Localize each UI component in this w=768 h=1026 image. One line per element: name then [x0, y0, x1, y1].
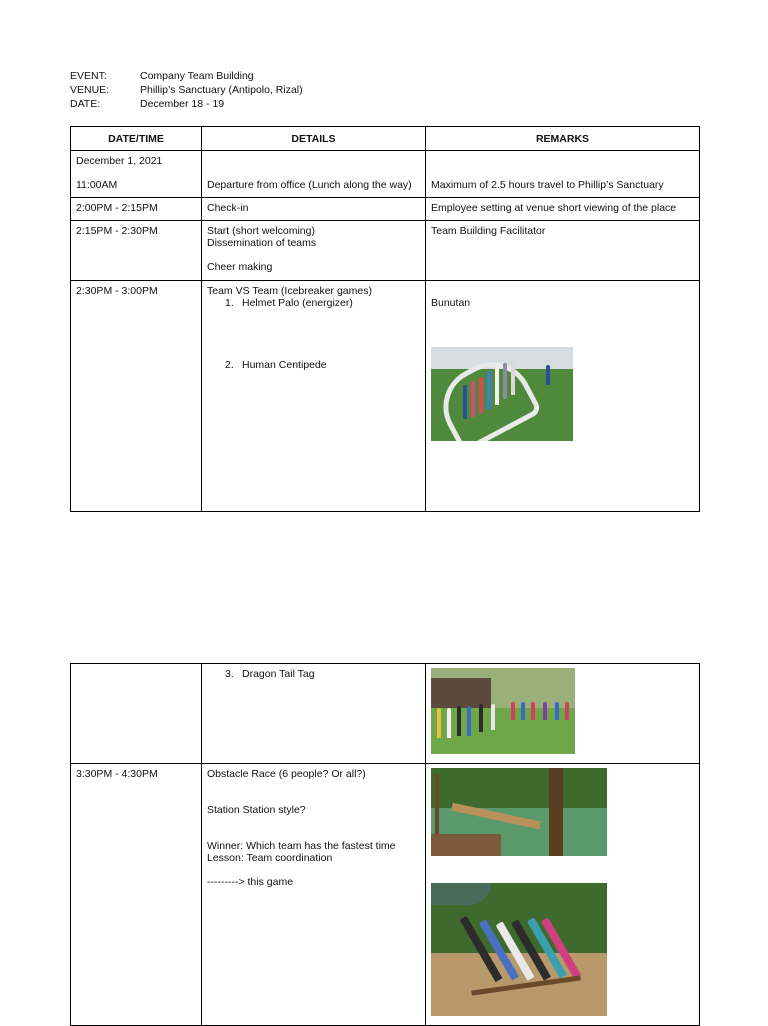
- details-cell: [202, 221, 426, 281]
- remarks-cell: Employee setting at venue short viewing of the place: [426, 198, 700, 221]
- date-text: December 1, 2021: [76, 155, 163, 167]
- datetime-cell: [71, 151, 202, 198]
- event-row: [70, 69, 303, 83]
- details-title: Team VS Team (Icebreaker games): [207, 285, 372, 297]
- table-row: [71, 151, 700, 198]
- human-centipede-photo: [431, 347, 573, 441]
- time-cell: [71, 664, 202, 764]
- table-row: [71, 281, 700, 512]
- venue-label: VENUE:: [70, 84, 110, 96]
- time-cell: 2:00PM - 2:15PM: [71, 198, 202, 221]
- details-line: Station Station style?: [207, 804, 306, 816]
- remarks-cell: [426, 664, 700, 764]
- details-text: Departure from office (Lunch along the way): [207, 179, 412, 191]
- remarks-cell: [426, 281, 700, 512]
- details-cell: [202, 281, 426, 512]
- date-row: [70, 97, 303, 111]
- time-cell: 3:30PM - 4:30PM: [71, 764, 202, 1026]
- details-cell: [202, 764, 426, 1026]
- remarks-text: Maximum of 2.5 hours travel to Phillip’s Sanctuary: [431, 179, 664, 191]
- table-row: [71, 198, 700, 221]
- details-line: Dissemination of teams: [207, 237, 317, 249]
- list-item: 1. Helmet Palo (energizer): [225, 297, 353, 309]
- venue-row: [70, 83, 303, 97]
- time-cell: 2:30PM - 3:00PM: [71, 281, 202, 512]
- dragon-tail-tag-photo: [431, 668, 575, 754]
- table-row: [71, 221, 700, 281]
- team-ski-walk-photo: [431, 883, 607, 1016]
- remarks-cell: [426, 151, 700, 198]
- column-header-datetime: DATE/TIME: [71, 127, 202, 151]
- table-row: [71, 764, 700, 1026]
- list-item: 2. Human Centipede: [225, 359, 327, 371]
- date-label: DATE:: [70, 98, 101, 110]
- event-header: [70, 69, 303, 111]
- details-line: ---------> this game: [207, 876, 294, 888]
- details-line: Winner: Which team has the fastest time: [207, 840, 396, 852]
- event-value: Company Team Building: [140, 70, 254, 82]
- time-text: 11:00AM: [76, 179, 118, 191]
- venue-value: Phillip’s Sanctuary (Antipolo, Rizal): [140, 84, 303, 96]
- remarks-text: Bunutan: [431, 297, 471, 309]
- table-header-row: [71, 127, 700, 151]
- details-line: Start (short welcoming): [207, 225, 315, 237]
- remarks-cell: Team Building Facilitator: [426, 221, 700, 281]
- list-item: 3. Dragon Tail Tag: [225, 668, 315, 680]
- table-row: [71, 664, 700, 764]
- remarks-cell: [426, 764, 700, 1026]
- details-cell: [202, 664, 426, 764]
- details-line: Obstacle Race (6 people? Or all?): [207, 768, 366, 780]
- details-line: Cheer making: [207, 261, 273, 273]
- schedule-table: [70, 126, 700, 512]
- obstacle-course-photo: [431, 768, 607, 856]
- column-header-remarks: REMARKS: [426, 127, 700, 151]
- details-cell: Check-in: [202, 198, 426, 221]
- details-cell: [202, 151, 426, 198]
- schedule-table-continued: [70, 663, 700, 1026]
- column-header-details: DETAILS: [202, 127, 426, 151]
- details-line: Lesson: Team coordination: [207, 852, 333, 864]
- event-label: EVENT:: [70, 70, 107, 82]
- time-cell: 2:15PM - 2:30PM: [71, 221, 202, 281]
- date-value: December 18 - 19: [140, 98, 225, 110]
